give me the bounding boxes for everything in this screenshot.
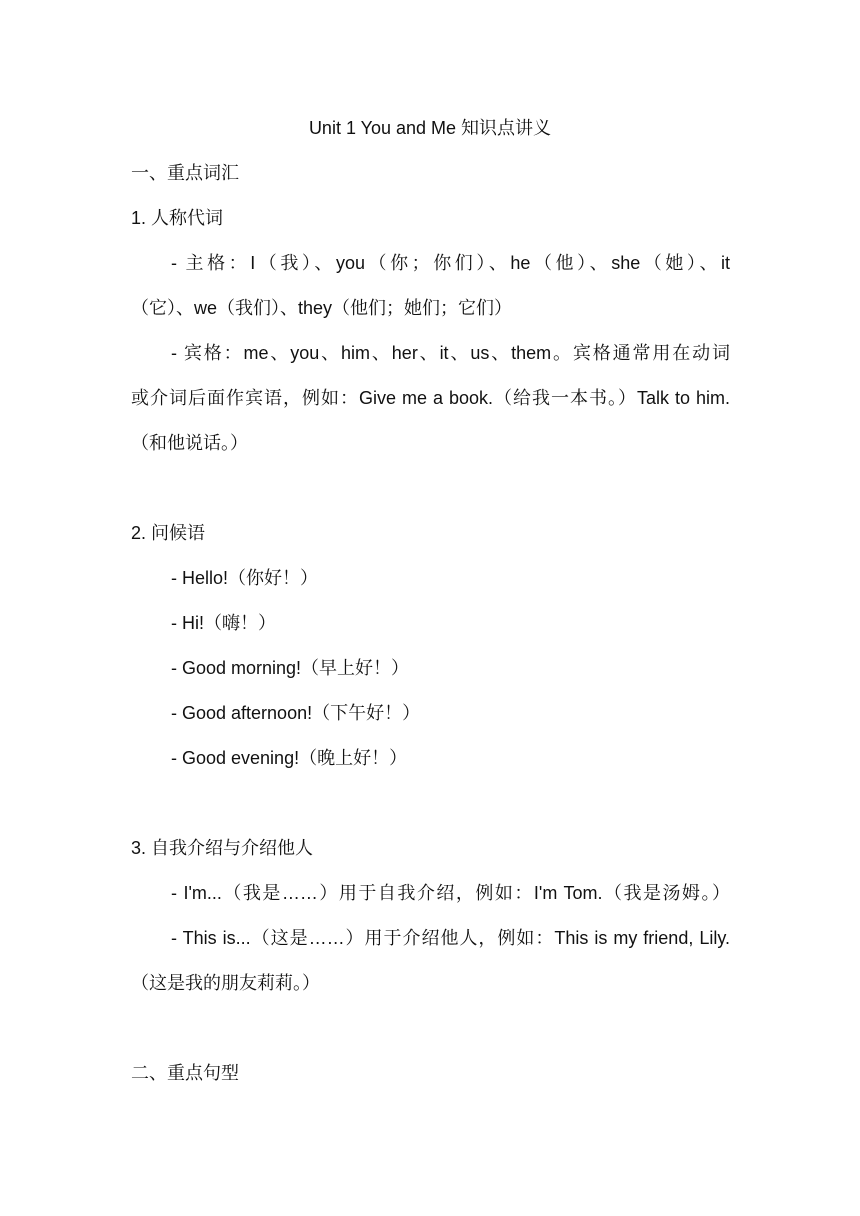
introduction-line-3: （这是我的朋友莉莉。） xyxy=(131,973,320,993)
subject-case-line-2: （它）、we（我们）、they（他们；她们；它们） xyxy=(131,298,513,318)
subheading-introductions: 3. 自我介绍与介绍他人 xyxy=(131,838,314,858)
subheading-personal-pronouns: 1. 人称代词 xyxy=(131,208,224,228)
introduction-line-1: - I'm...（我是……）用于自我介绍，例如：I'm Tom.（我是汤姆。） xyxy=(171,883,730,903)
object-case-line-3: （和他说话。） xyxy=(131,433,248,453)
document-title: Unit 1 You and Me 知识点讲义 xyxy=(308,118,552,138)
subheading-greetings: 2. 问候语 xyxy=(131,523,206,543)
greeting-item: - Good afternoon!（下午好！） xyxy=(171,703,421,723)
section-heading-sentence-patterns: 二、重点句型 xyxy=(131,1063,239,1083)
object-case-line-2: 或介词后面作宾语，例如：Give me a book.（给我一本书。）Talk to him. xyxy=(131,388,730,408)
greeting-item: - Hi!（嗨！） xyxy=(171,613,276,633)
greeting-item: - Good evening!（晚上好！） xyxy=(171,748,408,768)
introduction-line-2: - This is...（这是……）用于介绍他人，例如：This is my friend, Lily. xyxy=(171,928,730,948)
greeting-item: - Hello!（你好！） xyxy=(171,568,319,588)
subject-case-line-1: - 主格：I（我）、you（你；你们）、he（他）、she（她）、it xyxy=(171,253,730,273)
object-case-line-1: - 宾格：me、you、him、her、it、us、them。宾格通常用在动词 xyxy=(171,343,730,363)
section-heading-vocabulary: 一、重点词汇 xyxy=(131,163,239,183)
greeting-item: - Good morning!（早上好！） xyxy=(171,658,410,678)
